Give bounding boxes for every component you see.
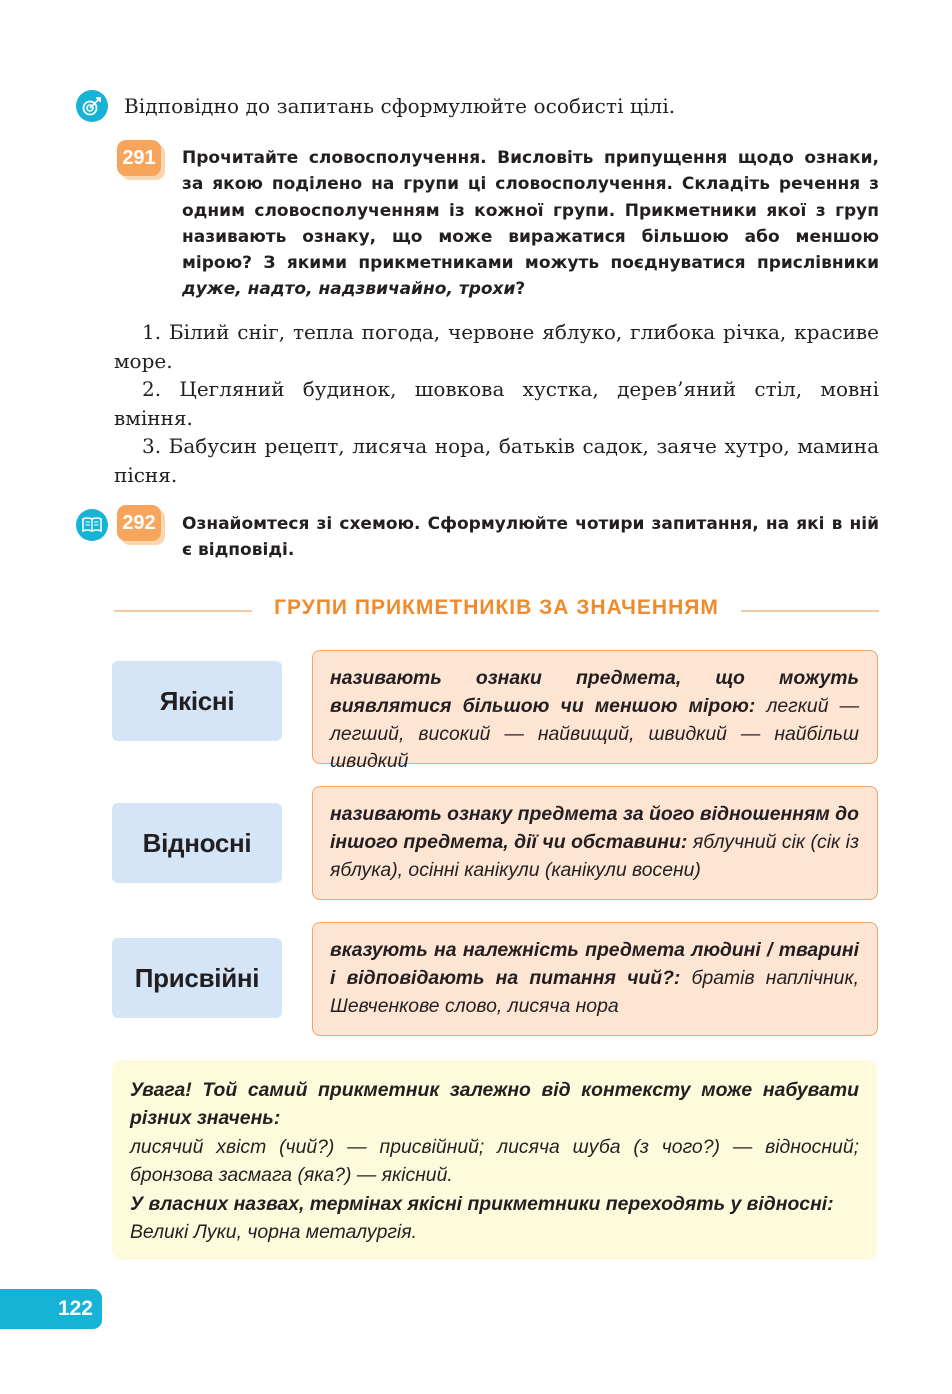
group-name-relative: Відносні — [112, 803, 282, 883]
title-divider-right — [741, 610, 879, 612]
scheme-title-row — [114, 594, 879, 626]
exercise-number-badge: 292 — [117, 505, 161, 541]
group-examples: братів наплічник, Шевченкове слово, лисяча нора — [330, 966, 859, 1017]
group-examples: легкий — легший, високий — найвищий, швидкий — найбільш швидкий — [330, 694, 859, 773]
open-book-icon — [76, 509, 108, 541]
note-examples: лисячий хвіст (чий?) — присвійний; лисяча шуба (з чого?) — відносний; бронзова засмага (яка?) — якісний. — [130, 1135, 859, 1187]
group-name-possessive: Присвійні — [112, 938, 282, 1018]
note-rule: У власних назвах, термінах якісні прикметники переходять у відносні: — [130, 1192, 834, 1215]
phrase-group-1: 1. Білий сніг, тепла погода, червоне яблуко, глибока річка, красиве море. — [114, 320, 879, 373]
target-goal-icon — [76, 90, 108, 122]
exercise-291-phrases — [114, 318, 879, 489]
group-examples: яблучний сік (сік із яблука), осінні канікули (канікули восени) — [330, 830, 859, 881]
exercise-291-task — [182, 145, 879, 303]
group-definition: називають ознаку предмета за його відношенням до іншого предмета, дії чи обставини: — [330, 803, 859, 853]
note-heading: Увага! Той самий прикметник залежно від контексту може набувати різних значень: — [130, 1079, 859, 1130]
page-number: 122 — [0, 1289, 102, 1329]
exercise-291-adverbs: дуже, надто, надзвичайно, трохи — [182, 279, 516, 300]
phrase-group-2: 2. Цегляний будинок, шовкова хустка, дерев’яний стіл, мовні вміння. — [114, 377, 879, 430]
exercise-292-task: Ознайомтеся зі схемою. Сформулюйте чотири запитання, на які в ній є відповіді. — [182, 514, 879, 561]
exercise-291-task-end: ? — [515, 279, 526, 300]
exercise-number-badge: 291 — [117, 140, 161, 176]
note-rule-examples: Великі Луки, чорна металургія. — [130, 1221, 417, 1244]
exercise-291-task-text: Прочитайте словосполучення. Висловіть припущення щодо ознаки, за якою поділено на групи ці словосполучення. Складіть речення з одним словосполученням із кожної групи. Прикметники якої з груп називають ознаку, що може виражатися більшою або меншою мірою? З якими прикметниками можуть поєднуватися прислівники — [182, 148, 879, 274]
goal-instruction: Відповідно до запитань сформулюйте особисті цілі. — [124, 94, 676, 118]
phrase-group-3: 3. Бабусин рецепт, лисяча нора, батьків садок, заяче хутро, мамина пісня. — [114, 434, 879, 487]
group-desc-relative — [312, 786, 878, 900]
group-desc-possessive — [312, 922, 878, 1036]
attention-note — [112, 1060, 877, 1260]
group-definition: вказують на належність предмета людині / тварині і відповідають на питання чий?: — [330, 939, 859, 989]
group-desc-qualitative — [312, 650, 878, 773]
group-name-qualitative: Якісні — [112, 661, 282, 741]
group-definition: називають ознаки предмета, що можуть виявлятися більшою чи меншою мірою: — [330, 667, 859, 717]
scheme-title: ГРУПИ ПРИКМЕТНИКІВ ЗА ЗНАЧЕННЯМ — [274, 596, 719, 619]
